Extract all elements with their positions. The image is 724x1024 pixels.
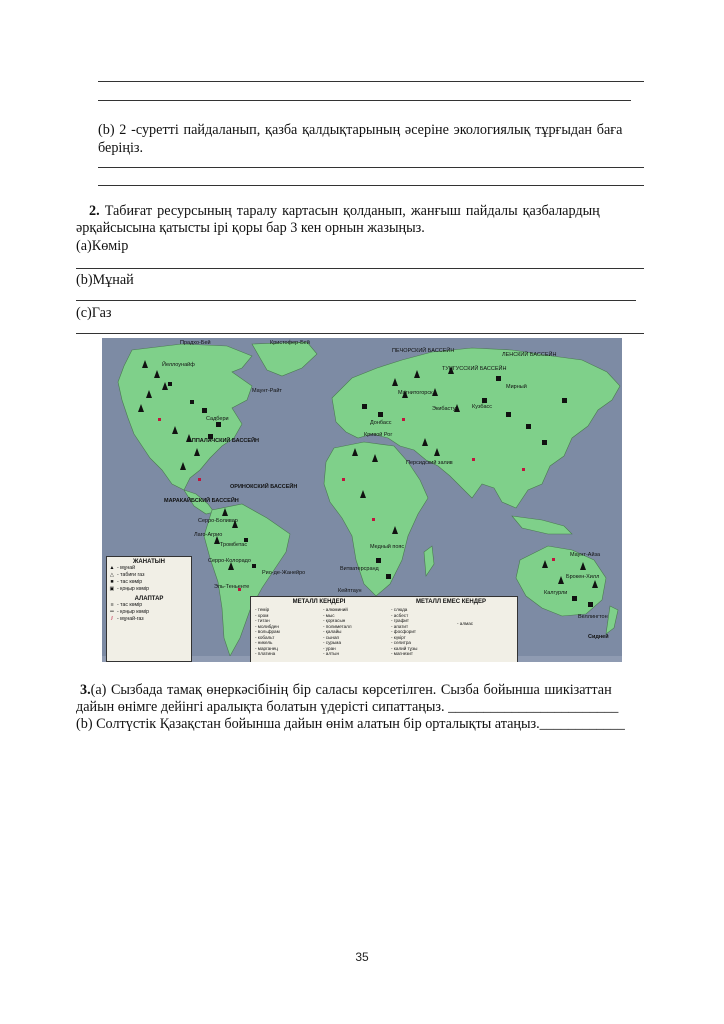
legend-item: - сурьма — [323, 640, 342, 645]
map-label: Брокен-Хилл — [566, 574, 600, 580]
task2-question: Табиғат ресурсының таралу картасын қолданып, жанғыш пайдалы қазбалардың — [104, 203, 600, 219]
gas-icon: △ — [110, 572, 114, 578]
map-label: МАРАКАЙБСКИЙ БАССЕЙН — [164, 498, 239, 504]
map-label: Медный пояс — [370, 544, 405, 550]
map-label: ОРИНОКСКИЙ БАССЕЙН — [230, 484, 298, 490]
answer-line — [98, 100, 631, 101]
answer-line — [98, 185, 644, 186]
legend-item: - тас көмір — [117, 602, 143, 608]
legend-item: - алюминий — [323, 607, 348, 612]
legend-item: - қорғасын — [323, 618, 346, 623]
resource-world-map — [102, 338, 622, 662]
task2-c-label: (c)Газ — [76, 305, 112, 321]
legend-item: - күкірт — [391, 634, 406, 640]
map-label: Кейптаун — [338, 588, 362, 594]
ores-legend — [250, 596, 518, 662]
legend-item: - қалайы — [323, 629, 342, 634]
map-label: Рио-де-Жанейро — [262, 570, 306, 576]
legend-item: - асбест — [391, 612, 409, 618]
task3-text-line1 — [80, 682, 612, 699]
task3-text-line2: дайын өнімге дейінгі аралықта болатын үдерісті сипаттаңыз. ________________________ — [76, 699, 619, 715]
map-label: Тромбетас — [220, 542, 248, 548]
metal-legend-title: МЕТАЛЛ КЕНДЕРІ — [292, 599, 346, 605]
legend-item: - алтын — [323, 651, 339, 656]
page-number: 35 — [355, 950, 369, 964]
map-label: Мирный — [506, 384, 527, 390]
legend-item: - марганец — [255, 645, 278, 651]
map-label: АППАЛАЧСКИЙ БАССЕЙН — [188, 438, 260, 444]
map-label: Эль-Теньенте — [214, 584, 250, 590]
legend-item: - апатит — [391, 623, 409, 629]
legend-item: - тас көмір — [117, 579, 143, 585]
task2-b-label: (b)Мұнай — [76, 272, 134, 288]
task2-number: 2. — [89, 203, 100, 219]
map-label: Серро-Боливар — [198, 518, 238, 524]
legend-item: - алмас — [457, 621, 474, 626]
map-label: Маунт-Райт — [252, 388, 282, 394]
nonmetal-legend-title: МЕТАЛЛ ЕМЕС КЕНДЕР — [415, 599, 487, 605]
map-label: ТУНГУССКИЙ БАССЕЙН — [442, 366, 507, 372]
oil-derrick-icon: ▲ — [109, 565, 115, 571]
legend-item: - никель — [255, 640, 273, 645]
metal-legend-col1 — [255, 607, 280, 657]
nonmetal-legend-col2 — [457, 621, 473, 627]
metal-legend-col2 — [323, 607, 352, 657]
answer-line-gas[interactable] — [76, 333, 644, 334]
basins-legend-title: АЛАПТАР — [134, 596, 164, 602]
task3-number: 3. — [80, 682, 91, 698]
legend-item: - хром — [255, 612, 269, 618]
brown-coal-icon: ▣ — [109, 586, 115, 592]
map-label: Веллингтон — [578, 614, 608, 620]
nonmetal-legend-col1 — [391, 607, 417, 657]
task3-a-prefix: (a) — [90, 682, 107, 698]
legend-item: - мыс — [323, 612, 335, 618]
legend-item: - калий тұзы — [391, 645, 418, 651]
legend-item: - селитра — [391, 640, 411, 645]
answer-line-oil[interactable] — [76, 300, 636, 301]
fuel-legend-title: ЖАНАТЫН — [133, 559, 165, 565]
task2-text-line1 — [89, 203, 600, 220]
map-label: Витватерсранд — [340, 566, 379, 572]
legend-item: - кобальт — [255, 634, 275, 640]
legend-item: - мұнай — [117, 565, 135, 571]
legend-item: - полиметалл — [323, 623, 352, 629]
legend-item: - платина — [255, 651, 276, 656]
map-label: ЛЕНСКИЙ БАССЕЙН — [502, 352, 557, 358]
task3-text-line3: (b) Солтүстік Қазақстан бойынша дайын өнім алатын бір орталықты атаңыз.____________ — [76, 716, 625, 732]
legend-item: - вольфрам — [255, 629, 280, 634]
answer-line — [98, 167, 644, 168]
map-label: Кристофер-Бей — [270, 340, 310, 346]
map-label: Прадхо-Бей — [180, 340, 211, 346]
map-label: Сидней — [588, 634, 609, 640]
hard-coal-icon: ■ — [110, 579, 114, 585]
map-label: Маунт-Айза — [570, 552, 601, 558]
task2-a-label: (a)Көмір — [76, 238, 129, 254]
legend-item: - қоңыр көмір — [117, 586, 150, 592]
legend-item: - слюда — [391, 607, 408, 612]
legend-item: - титан — [255, 618, 270, 623]
map-label: Магнитогорск — [398, 390, 433, 396]
legend-item: - темір — [255, 607, 270, 612]
legend-item: - сынап — [323, 634, 339, 640]
answer-line — [98, 81, 644, 82]
task3-question: Сызбада тамақ өнеркәсібінің бір саласы көрсетілген. Сызба бойынша шикізаттан — [110, 682, 612, 698]
map-label: Садбери — [206, 416, 229, 422]
map-label: Персидский залив — [406, 460, 453, 466]
map-label: ПЕЧОРСКИЙ БАССЕЙН — [392, 348, 455, 354]
answer-line-coal[interactable] — [76, 268, 644, 269]
map-label: Лаго-Агрио — [194, 532, 223, 538]
task1b-text-line2: беріңіз. — [98, 140, 144, 156]
map-label: Йеллоунайф — [162, 362, 195, 368]
brown-coal-basin-hatch-icon: ═ — [110, 609, 114, 615]
map-label: Кузбасс — [472, 404, 492, 410]
map-label: Донбасс — [370, 420, 392, 426]
coal-basin-hatch-icon: ≡ — [110, 602, 114, 608]
task1b-text-line1: (b) 2 -суретті пайдаланып, қазба қалдықтарының әсеріне экологиялық тұрғыдан баға — [98, 122, 623, 138]
legend-item: - қоңыр көмір — [117, 609, 150, 615]
map-label: Серро-Колорадо — [208, 558, 251, 564]
legend-item: - фосфорит — [391, 629, 416, 634]
legend-item: - уран — [323, 645, 336, 651]
legend-item: - табиғи газ — [117, 572, 145, 578]
oil-gas-basin-hatch-icon: ⫽ — [110, 616, 114, 622]
map-label: Кривой Рог — [364, 432, 393, 438]
map-label: Экибастуз — [432, 406, 459, 412]
legend-item: - графит — [391, 618, 410, 623]
legend-item: - магнезит — [391, 651, 413, 656]
legend-item: - мұнай-газ — [117, 616, 144, 622]
task2-text-line2: әрқайсысына қатысты ірі қоры бар 3 кен орнын жазыңыз. — [76, 220, 425, 236]
fuel-legend — [106, 556, 192, 662]
map-label: Калгурли — [544, 590, 568, 596]
legend-item: - молибден — [255, 623, 279, 629]
